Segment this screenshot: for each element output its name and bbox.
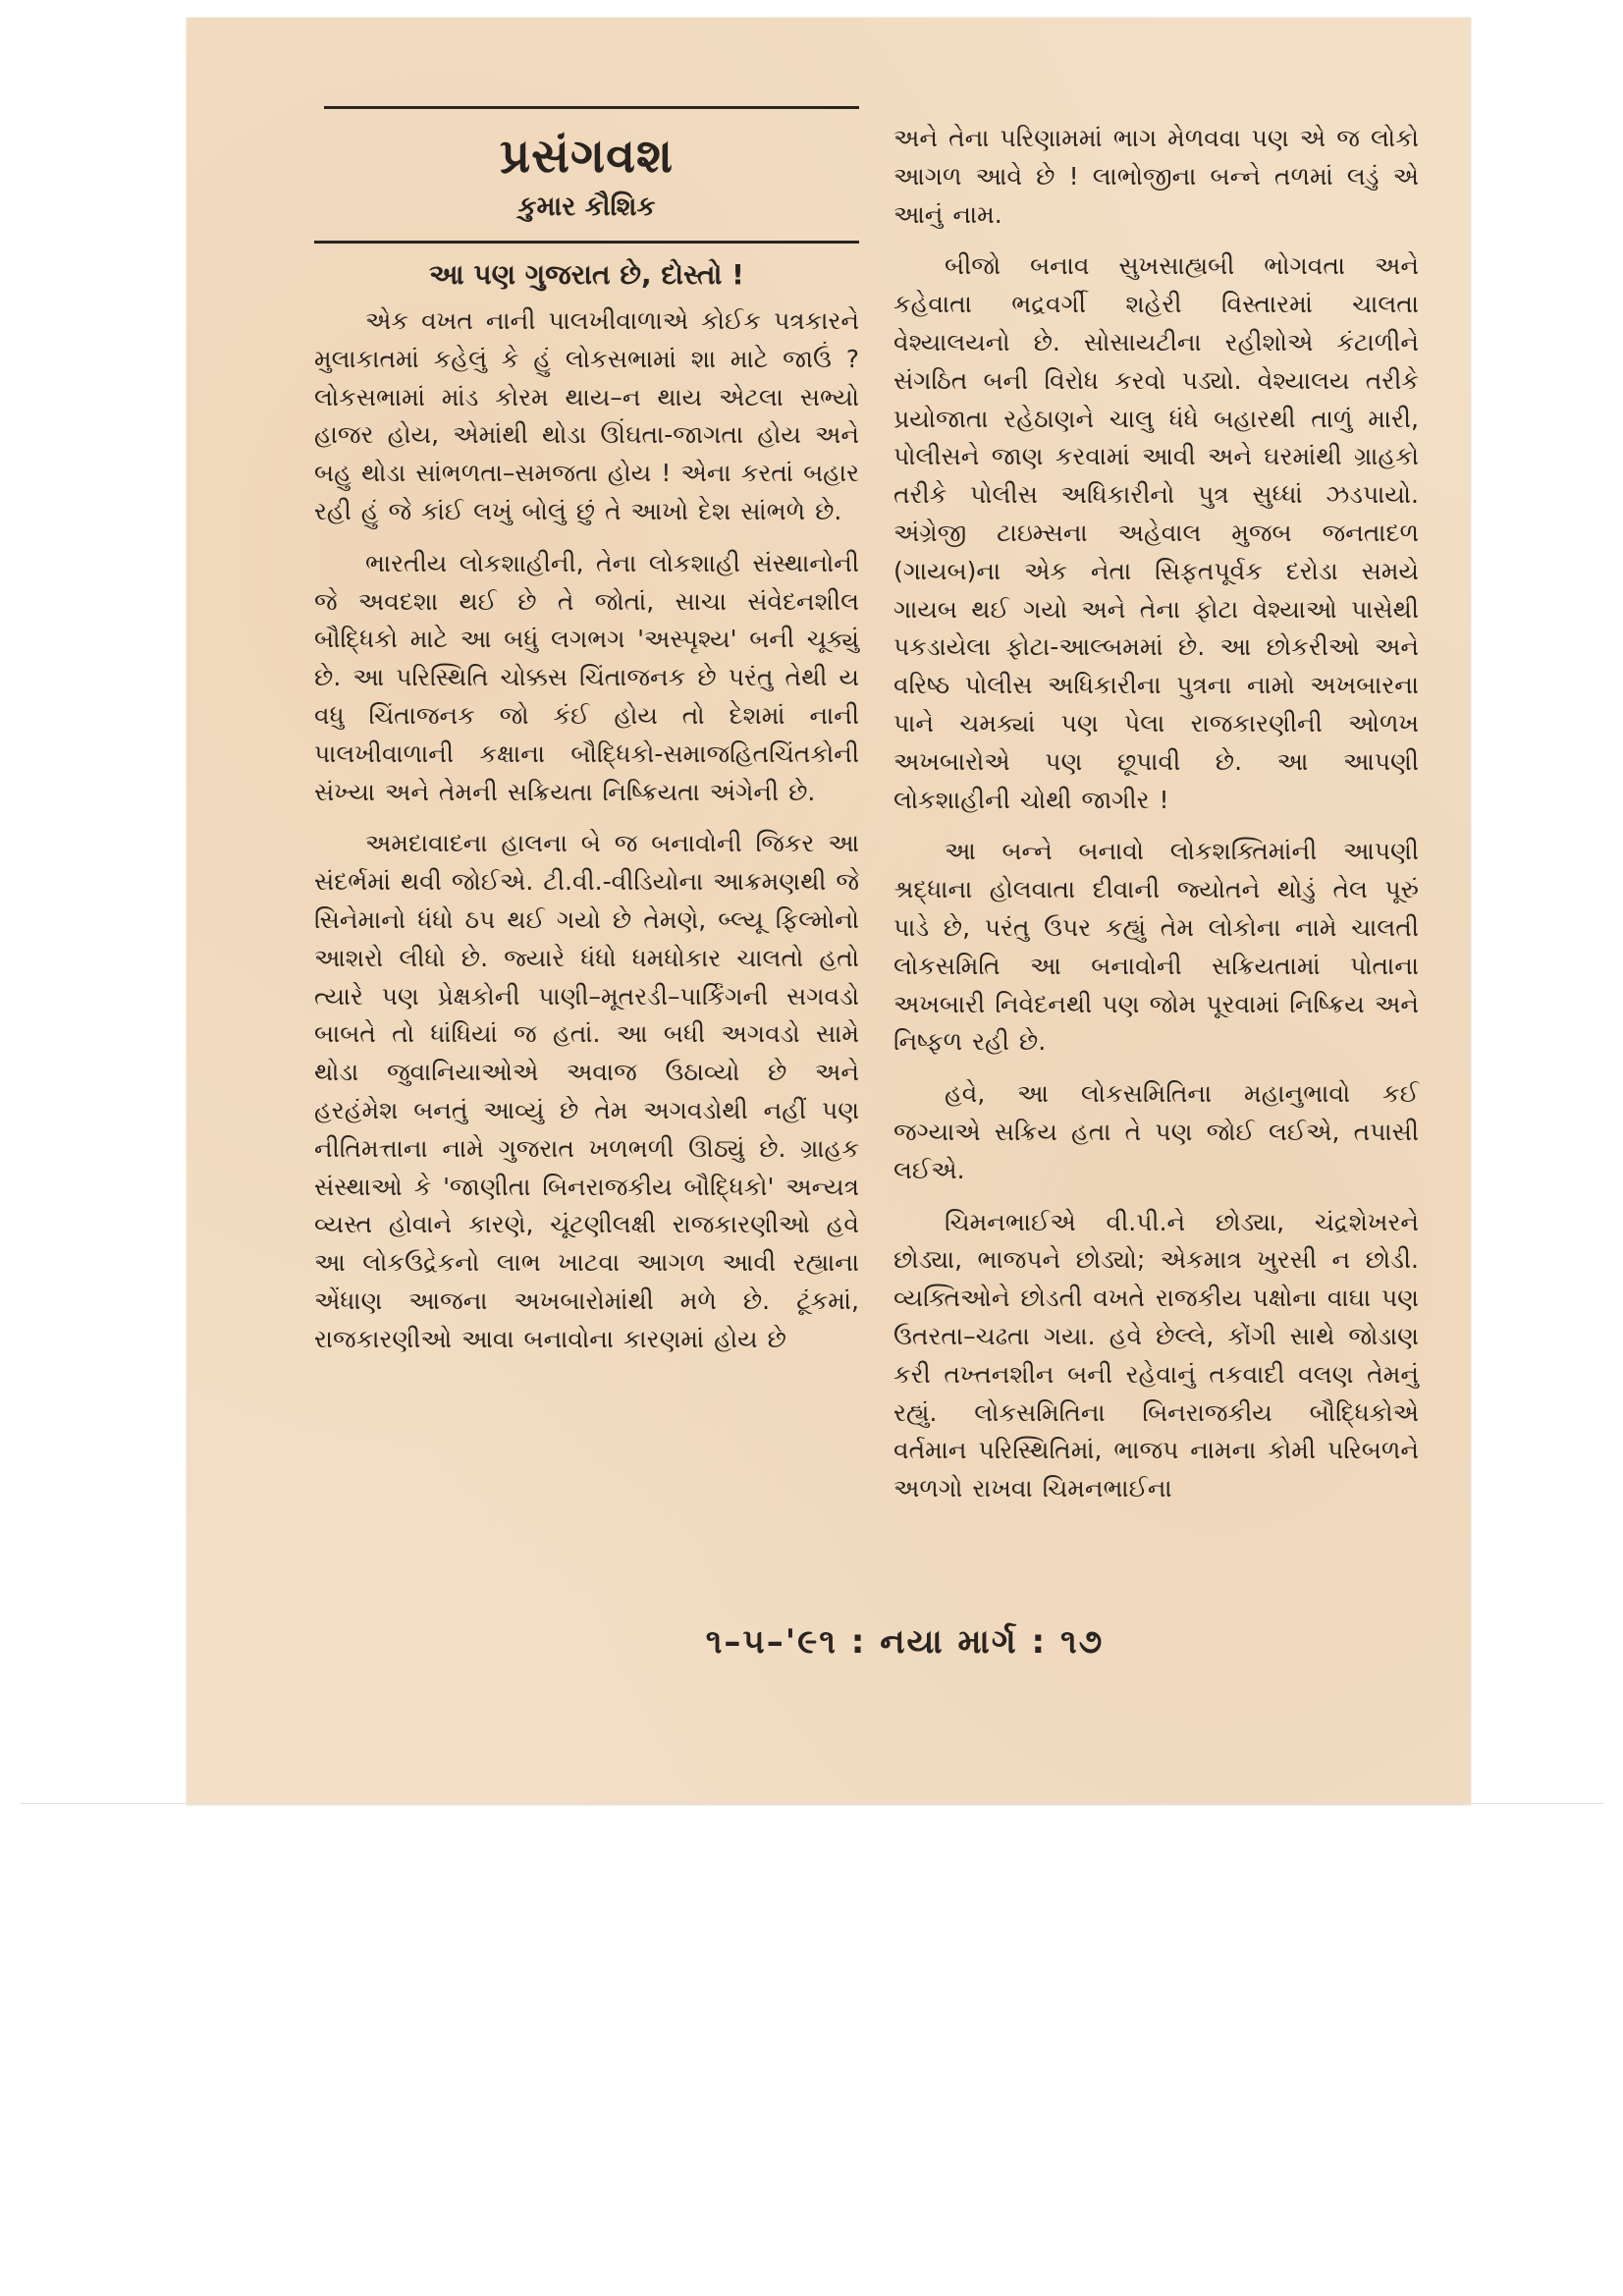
- right-column: [893, 120, 1419, 1522]
- page-footer: ૧–૫–'૯૧ : નયા માર્ગ : ૧૭: [705, 1622, 1105, 1662]
- header-top-rule: [324, 106, 859, 109]
- paragraph: આ બન્ને બનાવો લોકશક્તિમાંની આપણી શ્રદ્ધાના હોલવાતા દીવાની જ્યોતને થોડું તેલ પૂરું પાડે છે, પરંતુ ઉપર કહ્યું તેમ લોકોના નામે ચાલતી લોકસમિતિ આ બનાવોની સક્રિયતામાં પોતાના અખબારી નિવેદનથી પણ જોમ પૂરવામાં નિષ્ક્રિય અને નિષ્ફળ રહી છે.: [893, 837, 1419, 1057]
- author-name: કુમાર કૌશિક: [517, 191, 656, 222]
- paragraph: અને તેના પરિણામમાં ભાગ મેળવવા પણ એ જ લોકો આગળ આવે છે ! લાભોજીના બન્ને તળમાં લડું એ આનું નામ.: [893, 124, 1419, 229]
- scan-edge-line: [20, 1803, 1603, 1804]
- section-title: પ્રસંગવશ: [500, 129, 674, 184]
- article-title: આ પણ ગુજરાત છે, દોસ્તો !: [429, 258, 744, 291]
- paragraph: બીજો બનાવ સુખસાહ્યબી ભોગવતા અને કહેવાતા ભદ્રવર્ગી શહેરી વિસ્તારમાં ચાલતા વેશ્યાલયનો છે. સોસાયટીના રહીશોએ કંટાળીને સંગઠિત બની વિરોધ કરવો પડ્યો. વેશ્યાલય તરીકે પ્રયોજાતા રહેઠાણને ચાલુ ધંધે બહારથી તાળું મારી, પોલીસને જાણ કરવામાં આવી અને ઘરમાંથી ગ્રાહકો તરીકે પોલીસ અધિકારીનો પુત્ર સુધ્ધાં ઝડપાયો. અંગ્રેજી ટાઇમ્સના અહેવાલ મુજબ જનતાદળ (ગાયબ)ના એક નેતા સિફતપૂર્વક દરોડા સમયે ગાયબ થઈ ગયો અને તેના ફોટા વેશ્યાઓ પાસેથી પકડાયેલા ફોટા-આલ્બમમાં છે. આ છોકરીઓ અને વરિષ્ઠ પોલીસ અધિકારીના પુત્રના નામો અખબારના પાને ચમક્યાં પણ પેલા રાજકારણીની ઓળખ અખબારોએ પણ છૂપાવી છે. આ આપણી લોકશાહીની ચોથી જાગીર !: [893, 251, 1419, 814]
- paragraph: હવે, આ લોકસમિતિના મહાનુભાવો કઈ જગ્યાએ સક્રિય હતા તે પણ જોઈ લઈએ, તપાસી લઈએ.: [893, 1079, 1419, 1184]
- header-bottom-rule: [314, 241, 859, 244]
- paragraph: એક વખત નાની પાલખીવાળાએ કોઈક પત્રકારને મુલાકાતમાં કહેલું કે હું લોકસભામાં શા માટે જાઉં ? લોકસભામાં માંડ કોરમ થાય–ન થાય એટલા સભ્યો હાજર હોય, એમાંથી થોડા ઊંઘતા-જાગતા હોય અને બહુ થોડા સાંભળતા–સમજતા હોય ! એના કરતાં બહાર રહી હું જે કાંઈ લખું બોલું છું તે આખો દેશ સાંભળે છે.: [314, 306, 859, 525]
- left-column: [314, 106, 859, 1373]
- paragraph: ચિમનભાઈએ વી.પી.ને છોડ્યા, ચંદ્રશેખરને છોડ્યા, ભાજપને છોડ્યો; એકમાત્ર ખુરસી ન છોડી. વ્યક્તિઓને છોડતી વખતે રાજકીય પક્ષોના વાઘા પણ ઉતરતા–ચઢતા ગયા. હવે છેલ્લે, કોંગી સાથે જોડાણ કરી તખ્તનશીન બની રહેવાનું તકવાદી વલણ તેમનું રહ્યું. લોકસમિતિના બિનરાજકીય બૌદ્ધિકોએ વર્તમાન પરિસ્થિતિમાં, ભાજપ નામના કોમી પરિબળને અળગો રાખવા ચિમનભાઈના: [893, 1207, 1419, 1503]
- paragraph: અમદાવાદના હાલના બે જ બનાવોની જિકર આ સંદર્ભમાં થવી જોઈએ. ટી.વી.-વીડિયોના આક્રમણથી જે સિનેમાનો ધંધો ઠપ થઈ ગયો છે તેમણે, બ્લ્યૂ ફિલ્મોનો આશરો લીધો છે. જ્યારે ધંધો ધમધોકાર ચાલતો હતો ત્યારે પણ પ્રેક્ષકોની પાણી–મૂતરડી–પાર્કિંગની સગવડો બાબતે તો ધાંધિયાં જ હતાં. આ બધી અગવડો સામે થોડા જુવાનિયાઓએ અવાજ ઉઠાવ્યો છે અને હરહંમેશ બનતું આવ્યું છે તેમ અગવડોથી નહીં પણ નીતિમત્તાના નામે ગુજરાત ખળભળી ઊઠ્યું છે. ગ્રાહક સંસ્થાઓ કે 'જાણીતા બિનરાજકીય બૌદ્ધિકો' અન્યત્ર વ્યસ્ત હોવાને કારણે, ચૂંટણીલક્ષી રાજકારણીઓ હવે આ લોકઉદ્રેકનો લાભ ખાટવા આગળ આવી રહ્યાના એંધાણ આજના અખબારોમાંથી મળે છે. ટૂંકમાં, રાજકારણીઓ આવા બનાવોના કારણમાં હોય છે: [314, 829, 859, 1353]
- paragraph: ભારતીય લોકશાહીની, તેના લોકશાહી સંસ્થાનોની જે અવદશા થઈ છે તે જોતાં, સાચા સંવેદનશીલ બૌદ્ધિકો માટે આ બધું લગભગ 'અસ્પૃશ્ય' બની ચૂક્યું છે. આ પરિસ્થિતિ ચોક્કસ ચિંતાજનક છે પરંતુ તેથી ય વધુ ચિંતાજનક જો કંઈ હોય તો દેશમાં નાની પાલખીવાળાની કક્ષાના બૌદ્ધિકો-સમાજહિતચિંતકોની સંખ્યા અને તેમની સક્રિયતા નિષ્ક્રિયતા અંગેની છે.: [314, 548, 859, 806]
